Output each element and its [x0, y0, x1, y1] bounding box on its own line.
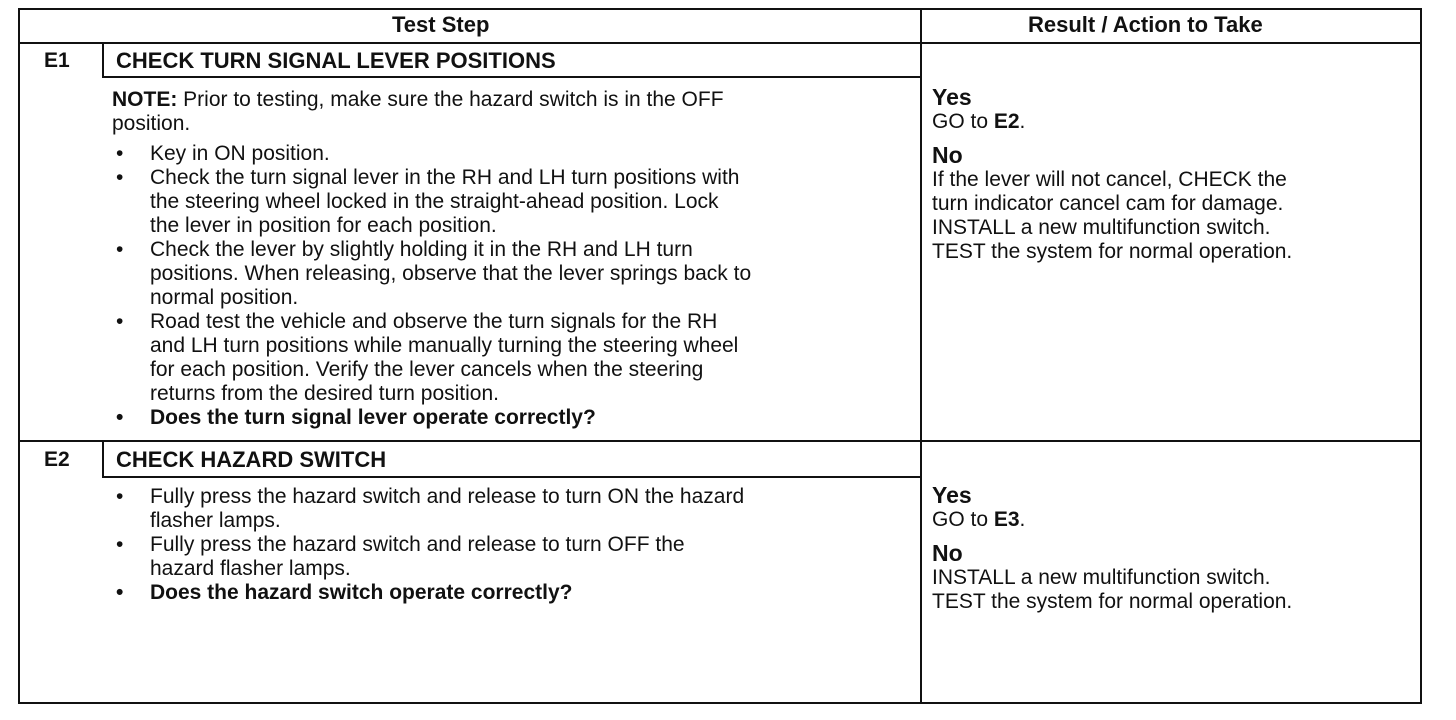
step-title-e2: CHECK HAZARD SWITCH [116, 447, 387, 472]
list-item: • Fully press the hazard switch and release to turn OFF the hazard flasher lamps. [112, 533, 744, 581]
step-id-divider-e1 [102, 42, 104, 78]
result-e2 [932, 482, 1292, 614]
step-title-e1: CHECK TURN SIGNAL LEVER POSITIONS [116, 48, 556, 73]
header-divider [18, 42, 1422, 44]
list-item: • Key in ON position. [112, 142, 751, 166]
header-result-action: Result / Action to Take [1028, 12, 1263, 37]
list-item: • Fully press the hazard switch and release to turn ON the hazard flasher lamps. [112, 485, 744, 533]
step-id-e2: E2 [44, 448, 70, 471]
yes-end: . [1019, 508, 1026, 531]
note-text: Prior to testing, make sure the hazard switch is in the OFF [177, 88, 724, 111]
yes-end: . [1019, 110, 1026, 133]
list-item: • Check the turn signal lever in the RH and LH turn positions with the steering wheel locked in the straight-ahead position. Lock the lever in position for each position. [112, 166, 751, 238]
question-e1: • Does the turn signal lever operate correctly? [112, 406, 751, 430]
yes-action-e2 [932, 508, 1292, 532]
step-id-divider-e2 [102, 440, 104, 478]
note-e1-cont: position. [112, 112, 191, 135]
note-e1 [112, 88, 724, 112]
e1-title-underline [102, 76, 920, 78]
no-label-e2: No [932, 540, 963, 566]
e2-title-underline [102, 476, 920, 478]
result-e1 [932, 84, 1292, 264]
yes-go-text: GO to [932, 508, 994, 531]
list-item: • Road test the vehicle and observe the turn signals for the RH and LH turn positions while manually turning the steering wheel for each position. Verify the lever cancels when the steering returns from the desired turn position. [112, 310, 751, 406]
header-test-step: Test Step [392, 12, 490, 37]
step-id-e1: E1 [44, 49, 70, 72]
column-divider [920, 8, 922, 704]
no-action-e2: INSTALL a new multifunction switch. TEST the system for normal operation. [932, 566, 1293, 613]
yes-label-e2: Yes [932, 482, 972, 508]
row-divider [18, 440, 1422, 442]
yes-target-e1: E2 [993, 110, 1020, 133]
bullet-list-e2 [112, 485, 744, 605]
yes-go-text: GO to [932, 110, 994, 133]
yes-action-e1 [932, 110, 1292, 134]
no-action-e1: If the lever will not cancel, CHECK the turn indicator cancel cam for damage. INSTALL a new multifunction switch. TEST the system for normal operation. [932, 168, 1293, 263]
bullet-list-e1 [112, 142, 751, 430]
no-label-e1: No [932, 142, 963, 168]
yes-target-e2: E3 [993, 508, 1020, 531]
yes-label-e1: Yes [932, 84, 972, 110]
question-e2: • Does the hazard switch operate correctly? [112, 581, 744, 605]
list-item: • Check the lever by slightly holding it in the RH and LH turn positions. When releasing, observe that the lever springs back to normal position. [112, 238, 751, 310]
note-label: NOTE: [112, 88, 178, 111]
